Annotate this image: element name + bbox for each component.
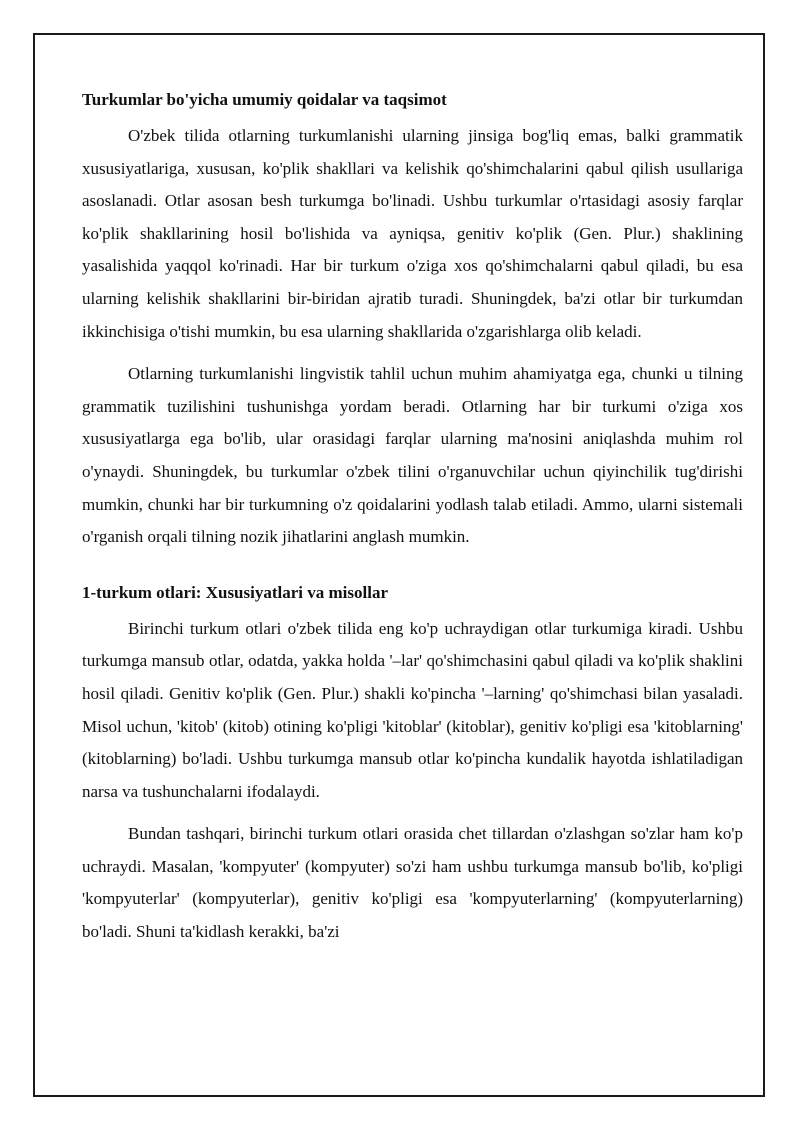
paragraph: Bundan tashqari, birinchi turkum otlari orasida chet tillardan o'zlashgan so'zlar ham ko'p uchraydi. Masalan, 'kompyuter' (kompyuter) so'zi ham ushbu turkumga mansub bo'lib, ko'pligi 'kompyuterlar' (kompyuterlar), genitiv ko'pligi esa 'kompyuterlarning' (kompyuterlarning) bo'ladi. Shuni ta'kidlash kerakki, ba'zi [82, 824, 743, 942]
section-heading-general-rules: Turkumlar bo'yicha umumiy qoidalar va taqsimot [82, 90, 447, 109]
section-heading-first-declension: 1-turkum otlari: Xususiyatlari va misollar [82, 582, 388, 602]
document-body [82, 84, 743, 949]
paragraph: Otlarning turkumlanishi lingvistik tahlil uchun muhim ahamiyatga ega, chunki u tilning grammatik tuzilishini tushunishga yordam beradi. Otlarning har bir turkumi o'ziga xos xususiyatlarga ega bo'lib, ular orasidagi farqlar ularning ma'nosini aniqlashda muhim rol o'ynaydi. Shuningdek, bu turkumlar o'zbek tilini o'rganuvchilar uchun qiyinchilik tug'dirishi mumkin, chunki har bir turkumning o'z qoidalarini yodlash talab etiladi. Ammo, ularni sistemali o'rganish orqali tilning nozik jihatlarini anglash mumkin. [82, 364, 743, 547]
paragraph: O'zbek tilida otlarning turkumlanishi ularning jinsiga bog'liq emas, balki grammatik xususiyatlariga, xususan, ko'plik shakllari va kelishik qo'shimchalarini qabul qilish usullariga asoslanadi. Otlar asosan besh turkumga bo'linadi. Ushbu turkumlar o'rtasidagi asosiy farqlar ko'plik shakllarining hosil bo'lishida va ayniqsa, genitiv ko'plik (Gen. Plur.) shaklining yasalishida yaqqol ko'rinadi. Har bir turkum o'ziga xos qo'shimchalarni qabul qiladi, bu esa ularning kelishik shakllarini bir-biridan ajratib turadi. Shuningdek, ba'zi otlar bir turkumdan ikkinchisiga o'tishi mumkin, bu esa ularning shakllarida o'zgarishlarga olib keladi. [82, 126, 743, 341]
paragraph: Birinchi turkum otlari o'zbek tilida eng ko'p uchraydigan otlar turkumiga kiradi. Ushbu turkumga mansub otlar, odatda, yakka holda '–lar' qo'shimchasini qabul qiladi va ko'plik shaklini hosil qiladi. Genitiv ko'plik (Gen. Plur.) shakli ko'pincha '–larning' qo'shimchasi bilan yasaladi. Misol uchun, 'kitob' (kitob) otining ko'pligi 'kitoblar' (kitoblar), genitiv ko'pligi esa 'kitoblarning' (kitoblarning) bo'ladi. Ushbu turkumga mansub otlar ko'pincha kundalik hayotda ishlatiladigan narsa va tushunchalarni ifodalaydi. [82, 618, 743, 801]
